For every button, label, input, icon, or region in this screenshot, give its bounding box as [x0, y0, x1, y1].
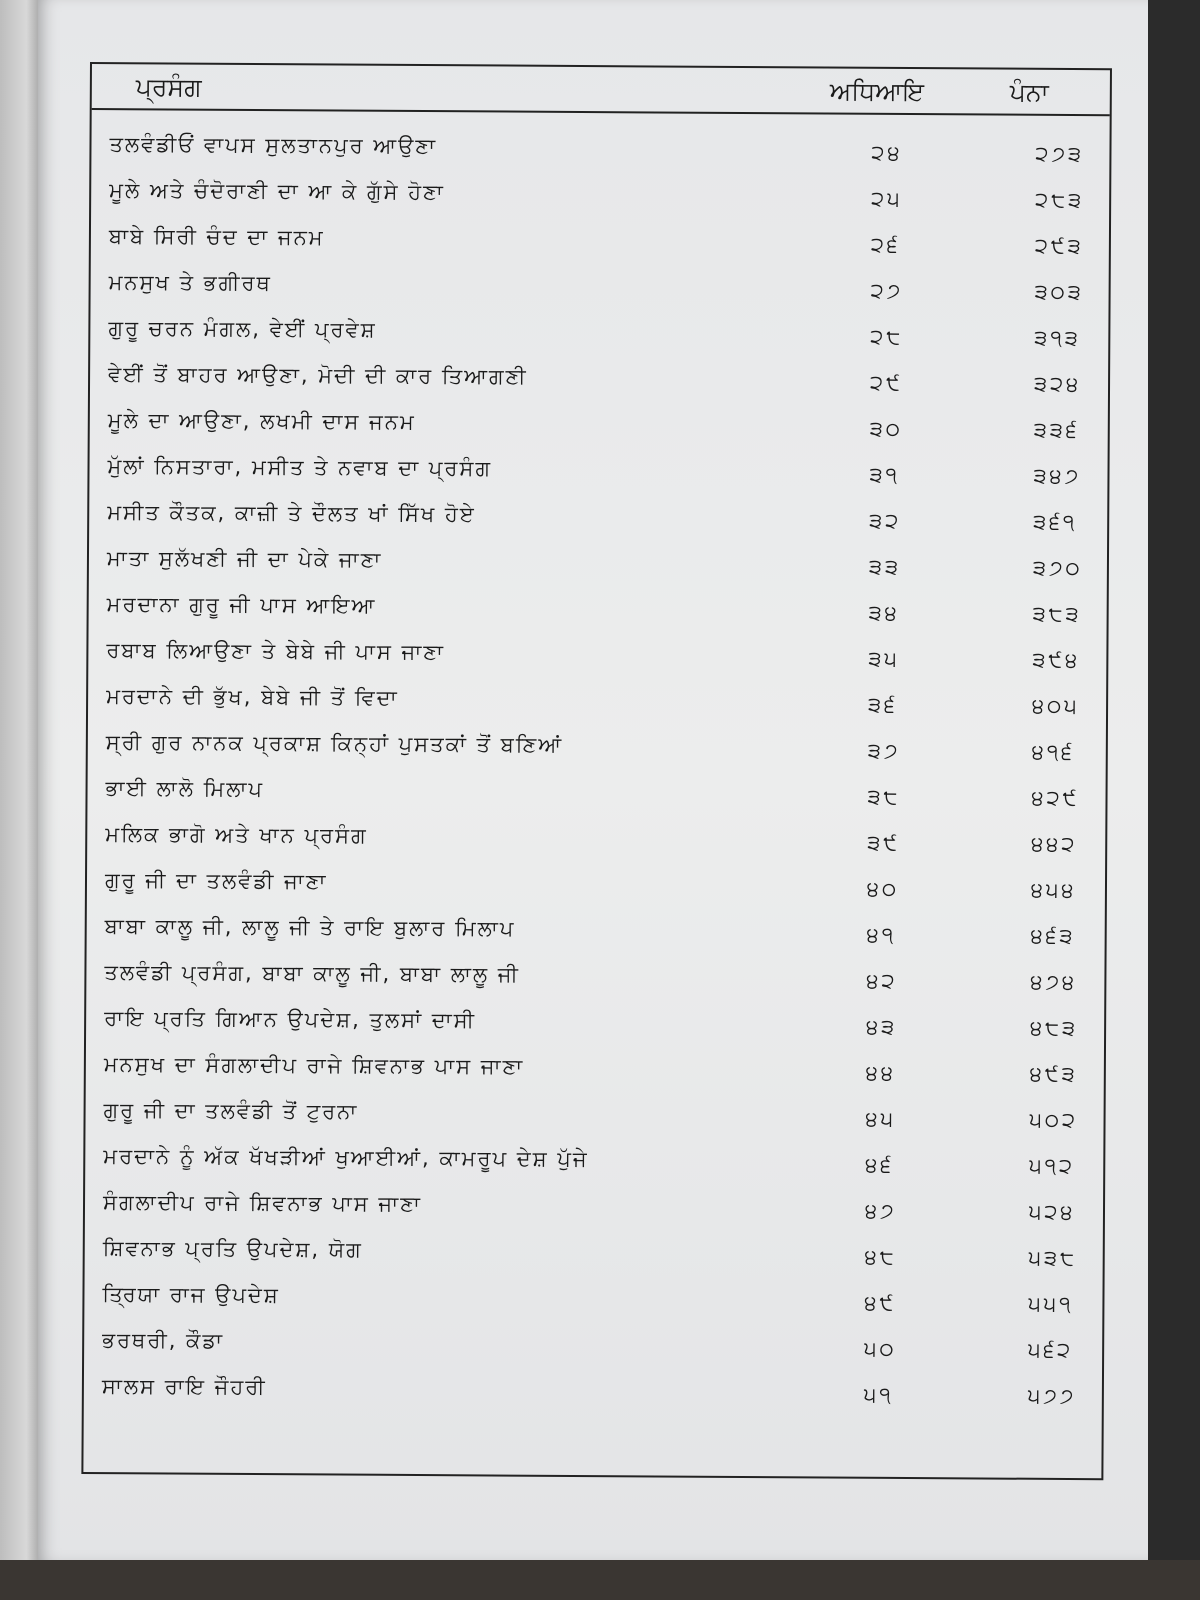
toc-topic: ਮਰਦਾਨੇ ਨੂੰ ਅੱਕ ਖੱਖੜੀਆਂ ਖੁਆਈਆਂ, ਕਾਮਰੂਪ ਦੇਸ਼ ਪੁੱਜੇ	[103, 1144, 589, 1172]
toc-page-number: ੪੫੪	[1030, 877, 1077, 903]
toc-row	[85, 1184, 1103, 1236]
toc-topic: ਗੁਰੂ ਜੀ ਦਾ ਤਲਵੰਡੀ ਤੋਂ ਟੁਰਨਾ	[103, 1098, 359, 1124]
table-surface	[0, 1560, 1200, 1600]
toc-row	[89, 540, 1107, 592]
toc-chapter-number: ੨੬	[870, 232, 901, 257]
toc-topic: ਤ੍ਰਿਯਾ ਰਾਜ ਉਪਦੇਸ਼	[102, 1282, 280, 1308]
toc-chapter-number: ੩੮	[867, 784, 901, 809]
toc-page-number: ੩੨੪	[1033, 371, 1082, 397]
toc-topic: ਤਲਵੰਡੀ ਪ੍ਰਸੰਗ, ਬਾਬਾ ਕਾਲੂ ਜੀ, ਬਾਬਾ ਲਾਲੂ ਜੀ	[104, 960, 520, 987]
toc-row	[90, 356, 1108, 408]
toc-body	[84, 126, 1110, 1420]
toc-topic: ਰਾਇ ਪ੍ਰਤਿ ਗਿਆਨ ਉਪਦੇਸ਼, ਤੁਲਸਾਂ ਦਾਸੀ	[104, 1006, 477, 1033]
toc-page-number: ੫੨੪	[1028, 1199, 1076, 1225]
toc-topic: ਮਨਸੁਖ ਤੇ ਭਗੀਰਥ	[108, 270, 272, 296]
table-of-contents	[81, 62, 1112, 1480]
toc-row	[91, 172, 1109, 224]
header-page: ਪੰਨਾ	[1009, 77, 1049, 107]
toc-chapter-number: ੪੮	[864, 1244, 897, 1269]
toc-page-number: ੨੯੩	[1034, 233, 1084, 259]
toc-row	[85, 1092, 1103, 1144]
toc-row	[87, 770, 1105, 822]
toc-chapter-number: ੨੫	[871, 186, 903, 211]
toc-chapter-number: ੪੫	[865, 1106, 897, 1131]
toc-page-number: ੨੮੩	[1035, 187, 1085, 213]
toc-chapter-number: ੩੯	[867, 830, 901, 855]
header-topic: ਪ੍ਰਸੰਗ	[135, 72, 202, 102]
toc-row	[88, 678, 1106, 730]
toc-header	[92, 64, 1110, 116]
toc-chapter-number: ੪੨	[866, 968, 898, 993]
toc-chapter-number: ੩੧	[869, 462, 901, 487]
toc-topic: ਮਨਸੁਖ ਦਾ ਸੰਗਲਾਦੀਪ ਰਾਜੇ ਸ਼ਿਵਨਾਭ ਪਾਸ ਜਾਣਾ	[103, 1052, 525, 1079]
toc-row	[89, 494, 1107, 546]
toc-topic: ਰਬਾਬ ਲਿਆਉਣਾ ਤੇ ਬੇਬੇ ਜੀ ਪਾਸ ਜਾਣਾ	[106, 638, 446, 665]
toc-page-number: ੫੭੭	[1027, 1383, 1077, 1409]
toc-row	[86, 1000, 1104, 1052]
toc-row	[85, 1138, 1103, 1190]
toc-chapter-number: ੪੦	[866, 876, 900, 901]
toc-page-number: ੪੮੩	[1030, 1015, 1079, 1041]
toc-row	[89, 448, 1107, 500]
toc-page-number: ੩੧੩	[1034, 325, 1081, 351]
toc-chapter-number: ੩੨	[869, 508, 902, 533]
toc-topic: ਮੂਲੇ ਦਾ ਆਉਣਾ, ਲਖਮੀ ਦਾਸ ਜਨਮ	[107, 408, 416, 434]
toc-topic: ਵੇਈਂ ਤੋਂ ਬਾਹਰ ਆਉਣਾ, ਮੋਦੀ ਦੀ ਕਾਰ ਤਿਆਗਣੀ	[108, 362, 528, 389]
toc-page-number: ੪੪੨	[1031, 831, 1078, 857]
toc-topic: ਮੂਲੇ ਅਤੇ ਚੰਦੋਰਾਣੀ ਦਾ ਆ ਕੇ ਗੁੱਸੇ ਹੋਣਾ	[109, 178, 445, 205]
toc-row	[86, 954, 1104, 1006]
toc-chapter-number: ੩੭	[867, 738, 901, 763]
toc-page-number: ੩੬੧	[1033, 509, 1078, 535]
toc-page-number: ੩੭੦	[1032, 555, 1083, 581]
toc-page-number: ੩੪੭	[1033, 463, 1082, 489]
toc-row	[89, 586, 1107, 638]
header-chapter: ਅਧਿਆਇ	[829, 76, 925, 107]
toc-topic: ਸਾਲਸ ਰਾਇ ਜੌਹਰੀ	[101, 1374, 267, 1400]
toc-chapter-number: ੨੪	[871, 140, 903, 165]
book-page	[38, 0, 1148, 1560]
toc-chapter-number: ੫੦	[864, 1336, 897, 1361]
toc-chapter-number: ੪੩	[866, 1014, 898, 1039]
toc-chapter-number: ੪੪	[865, 1060, 897, 1085]
toc-row	[91, 218, 1109, 270]
toc-topic: ਸ਼ਿਵਨਾਭ ਪ੍ਰਤਿ ਉਪਦੇਸ਼, ਯੋਗ	[102, 1236, 363, 1262]
toc-chapter-number: ੨੮	[870, 324, 904, 349]
toc-topic: ਮਰਦਾਨੇ ਦੀ ਭੁੱਖ, ਬੇਬੇ ਜੀ ਤੋਂ ਵਿਦਾ	[106, 684, 399, 710]
toc-topic: ਮਾਤਾ ਸੁਲੱਖਣੀ ਜੀ ਦਾ ਪੇਕੇ ਜਾਣਾ	[106, 546, 383, 572]
toc-topic: ਮਸੀਤ ਕੌਤਕ, ਕਾਜ਼ੀ ਤੇ ਦੌਲਤ ਖਾਂ ਸਿੱਖ ਹੋਏ	[107, 500, 476, 527]
toc-page-number: ੪੬੩	[1030, 923, 1076, 949]
toc-row	[91, 126, 1109, 178]
toc-page-number: ੪੦੫	[1032, 693, 1080, 719]
toc-chapter-number: ੨੭	[870, 278, 904, 303]
toc-topic: ਤਲਵੰਡੀਓਂ ਵਾਪਸ ਸੁਲਤਾਨਪੁਰ ਆਉਣਾ	[109, 132, 438, 159]
toc-page-number: ੫੧੨	[1029, 1153, 1076, 1179]
toc-row	[87, 862, 1105, 914]
toc-row	[90, 264, 1108, 316]
toc-page-number: ੩੮੩	[1032, 601, 1082, 627]
toc-topic: ਬਾਬਾ ਕਾਲੂ ਜੀ, ਲਾਲੂ ਜੀ ਤੇ ਰਾਇ ਬੁਲਾਰ ਮਿਲਾਪ	[104, 914, 516, 941]
toc-page-number: ੫੩੮	[1028, 1245, 1078, 1271]
toc-row	[85, 1230, 1103, 1282]
toc-topic: ਗੁਰੂ ਚਰਨ ਮੰਗਲ, ਵੇਈਂ ਪ੍ਰਵੇਸ਼	[108, 316, 377, 342]
toc-chapter-number: ੪੭	[864, 1198, 897, 1223]
toc-row	[84, 1368, 1102, 1420]
toc-page-number: ੫੫੧	[1028, 1291, 1074, 1317]
toc-chapter-number: ੩੬	[868, 692, 898, 717]
toc-page-number: ੫੬੨	[1028, 1337, 1074, 1363]
toc-page-number: ੩੦੩	[1034, 279, 1084, 305]
toc-page-number: ੪੨੯	[1031, 785, 1080, 811]
toc-page-number: ੪੧੬	[1031, 739, 1076, 765]
toc-chapter-number: ੪੯	[864, 1290, 897, 1315]
toc-row	[84, 1276, 1102, 1328]
toc-row	[88, 632, 1106, 684]
toc-row	[87, 908, 1105, 960]
toc-chapter-number: ੪੬	[865, 1152, 895, 1177]
toc-row	[84, 1322, 1102, 1374]
toc-topic: ਭਰਥਰੀ, ਕੌਡਾ	[102, 1328, 225, 1353]
toc-topic: ਗੁਰੂ ਜੀ ਦਾ ਤਲਵੰਡੀ ਜਾਣਾ	[104, 868, 328, 894]
toc-row	[90, 310, 1108, 362]
toc-topic: ਬਾਬੇ ਸਿਰੀ ਚੰਦ ਦਾ ਜਨਮ	[108, 224, 325, 250]
toc-chapter-number: ੩੦	[869, 416, 904, 441]
toc-page-number: ੪੯੩	[1029, 1061, 1078, 1087]
toc-page-number: ੫੦੨	[1029, 1107, 1079, 1133]
toc-topic: ਮਲਿਕ ਭਾਗੋ ਅਤੇ ਖਾਨ ਪ੍ਰਸੰਗ	[105, 822, 368, 848]
toc-topic: ਸੰਗਲਾਦੀਪ ਰਾਜੇ ਸ਼ਿਵਨਾਭ ਪਾਸ ਜਾਣਾ	[102, 1190, 422, 1217]
toc-page-number: ੩੩੬	[1033, 417, 1080, 443]
toc-chapter-number: ੨੯	[869, 370, 903, 395]
toc-chapter-number: ੫੧	[863, 1382, 894, 1407]
toc-page-number: ੩੯੪	[1032, 647, 1081, 673]
toc-row	[90, 402, 1108, 454]
toc-row	[88, 724, 1106, 776]
toc-chapter-number: ੪੧	[866, 922, 897, 947]
toc-row	[86, 1046, 1104, 1098]
toc-topic: ਮਰਦਾਨਾ ਗੁਰੂ ਜੀ ਪਾਸ ਆਇਆ	[106, 592, 377, 618]
toc-chapter-number: ੩੫	[868, 646, 900, 671]
toc-page-number: ੪੭੪	[1030, 969, 1078, 995]
toc-chapter-number: ੩੩	[868, 554, 902, 579]
toc-row	[87, 816, 1105, 868]
toc-chapter-number: ੩੪	[868, 600, 900, 625]
toc-topic: ਭਾਈ ਲਾਲੋ ਮਿਲਾਪ	[105, 776, 265, 802]
toc-topic: ਸ੍ਰੀ ਗੁਰ ਨਾਨਕ ਪ੍ਰਕਾਸ਼ ਕਿਨ੍ਹਾਂ ਪੁਸਤਕਾਂ ਤੋਂ ਬਣਿਆਂ	[105, 730, 564, 757]
toc-topic: ਮੁੱਲਾਂ ਨਿਸਤਾਰਾ, ਮਸੀਤ ਤੇ ਨਵਾਬ ਦਾ ਪ੍ਰਸੰਗ	[107, 454, 493, 481]
toc-page-number: ੨੭੩	[1035, 141, 1085, 167]
